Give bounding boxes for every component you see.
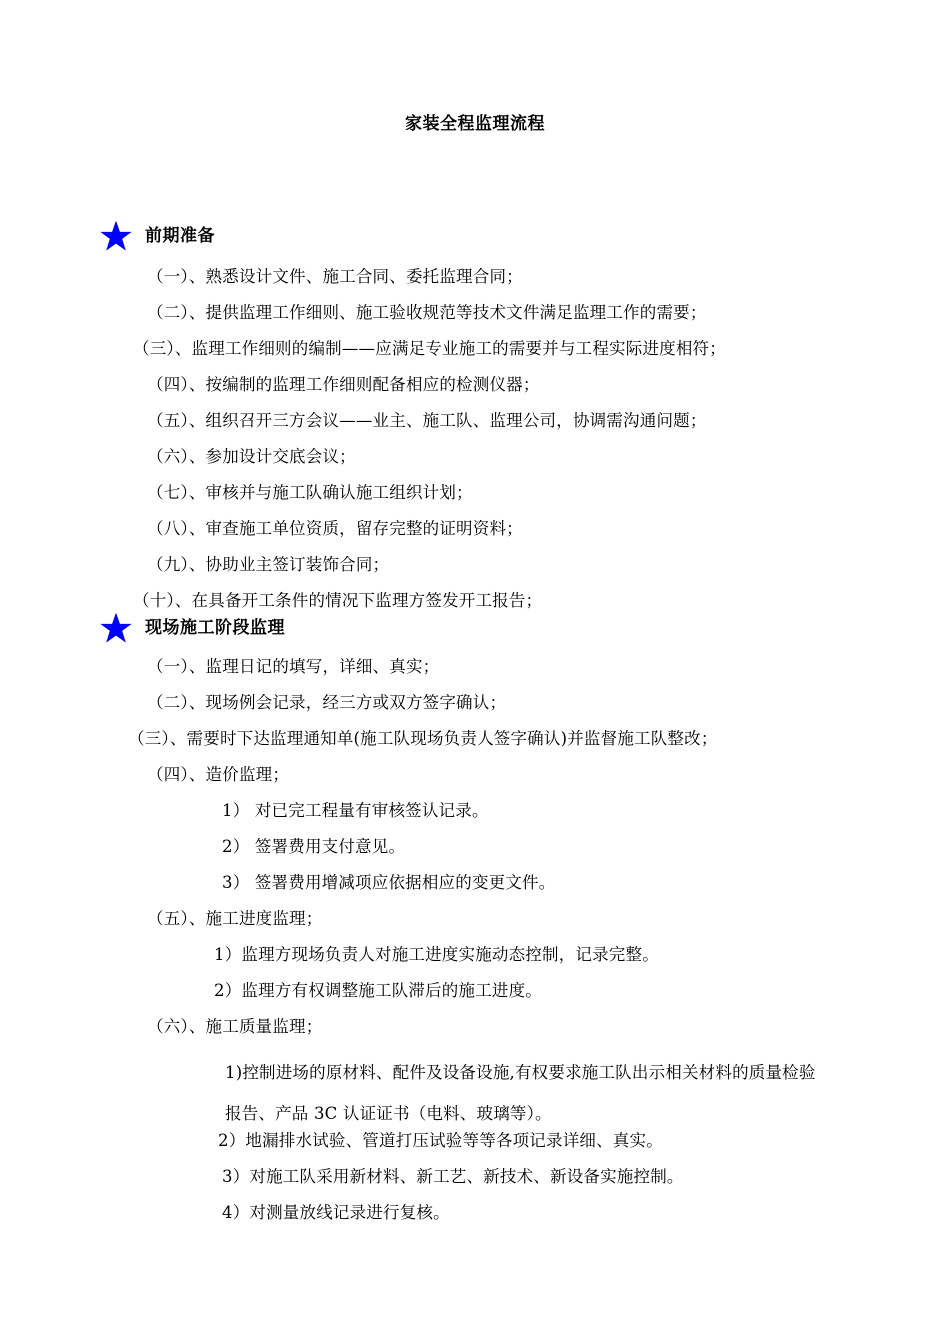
list-item: （二）、提供监理工作细则、施工验收规范等技术文件满足监理工作的需要； bbox=[147, 303, 707, 322]
list-item: 3）对施工队采用新材料、新工艺、新技术、新设备实施控制。 bbox=[222, 1167, 684, 1186]
list-item: 2） 签署费用支付意见。 bbox=[222, 837, 406, 856]
list-item: 1）监理方现场负责人对施工进度实施动态控制，记录完整。 bbox=[214, 945, 659, 964]
page-title: 家装全程监理流程 bbox=[405, 114, 545, 134]
list-item: （八）、审查施工单位资质，留存完整的证明资料； bbox=[147, 519, 523, 538]
list-item: （四）、按编制的监理工作细则配备相应的检测仪器； bbox=[147, 375, 540, 394]
list-item: （一）、监理日记的填写，详细、真实； bbox=[147, 657, 440, 676]
list-item: （十）、在具备开工条件的情况下监理方签发开工报告； bbox=[133, 591, 543, 610]
list-item: 1） 对已完工程量有审核签认记录。 bbox=[222, 801, 489, 820]
section-title-text: 前期准备 bbox=[145, 226, 215, 246]
list-item: （二）、现场例会记录，经三方或双方签字确认； bbox=[147, 693, 507, 712]
list-item: （三）、需要时下达监理通知单(施工队现场负责人签字确认)并监督施工队整改； bbox=[128, 729, 718, 748]
section-heading-preparation bbox=[97, 220, 215, 252]
list-item: （六）、施工质量监理； bbox=[147, 1017, 323, 1036]
list-item: 3） 签署费用增减项应依据相应的变更文件。 bbox=[222, 873, 556, 892]
list-item: 2）监理方有权调整施工队滞后的施工进度。 bbox=[214, 981, 542, 1000]
list-item: （四）、造价监理； bbox=[147, 765, 290, 784]
list-item: （七）、审核并与施工队确认施工组织计划； bbox=[147, 483, 473, 502]
star-icon bbox=[97, 612, 135, 644]
list-item: （九）、协助业主签订装饰合同； bbox=[147, 555, 390, 574]
list-item: 2）地漏排水试验、管道打压试验等等各项记录详细、真实。 bbox=[218, 1131, 663, 1150]
list-item: （五）、组织召开三方会议——业主、施工队、监理公司，协调需沟通问题； bbox=[147, 411, 707, 430]
list-item: （六）、参加设计交底会议； bbox=[147, 447, 356, 466]
list-item: 4）对测量放线记录进行复核。 bbox=[222, 1203, 450, 1222]
list-item: （五）、施工进度监理； bbox=[147, 909, 323, 928]
section-heading-onsite bbox=[97, 612, 285, 644]
list-item: （三）、监理工作细则的编制——应满足专业施工的需要并与工程实际进度相符； bbox=[133, 339, 726, 358]
list-item: （一）、熟悉设计文件、施工合同、委托监理合同； bbox=[147, 267, 523, 286]
section-title-text: 现场施工阶段监理 bbox=[145, 618, 285, 638]
list-item: 1)控制进场的原材料、配件及设备设施,有权要求施工队出示相关材料的质量检验报告、产品 3C 认证证书（电料、玻璃等）。 bbox=[225, 1063, 816, 1123]
star-icon bbox=[97, 220, 135, 252]
